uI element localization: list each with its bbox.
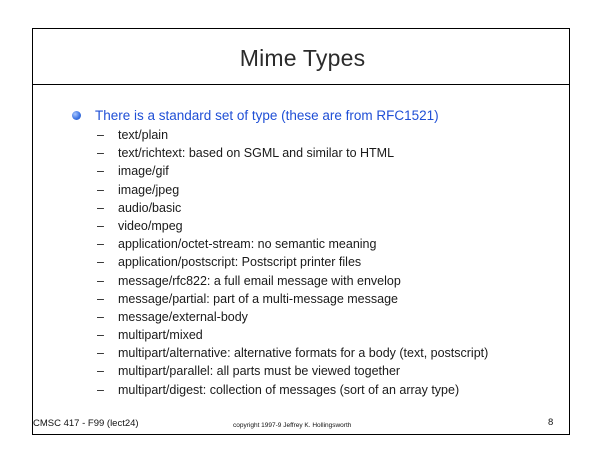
list-item [97, 217, 488, 235]
list-item-text: image/jpeg [118, 182, 180, 197]
list-item [97, 362, 488, 380]
list-item-text: video/mpeg [118, 218, 183, 233]
list-item [97, 181, 488, 199]
list-item [97, 253, 488, 271]
list-item-text: multipart/digest: collection of messages (sort of an array type) [118, 382, 460, 397]
dash-marker: – [97, 382, 104, 397]
list-item-text: message/partial: part of a multi-message message [118, 291, 398, 306]
page-number: 8 [548, 417, 554, 428]
dash-marker: – [97, 164, 104, 179]
bullet-dot-icon [72, 111, 81, 120]
dash-marker: – [97, 200, 104, 215]
list-item-text: multipart/mixed [118, 328, 203, 343]
list-item [97, 290, 488, 308]
list-item [97, 235, 488, 253]
dash-marker: – [97, 273, 104, 288]
list-item [97, 126, 488, 144]
list-item [97, 144, 488, 162]
dash-marker: – [97, 218, 104, 233]
main-bullet-text: There is a standard set of type (these are from RFC1521) [95, 107, 439, 123]
list-item [97, 272, 488, 290]
list-item [97, 199, 488, 217]
list-item-text: image/gif [118, 164, 169, 179]
list-item-text: audio/basic [118, 200, 182, 215]
list-item-text: text/plain [118, 128, 169, 142]
footer-copyright: copyright 1997-9 Jeffrey K. Hollingsworth [233, 422, 352, 429]
dash-marker: – [97, 346, 104, 361]
dash-marker: – [97, 328, 104, 343]
dash-marker: – [97, 364, 104, 379]
dash-marker: – [97, 255, 104, 270]
slide-title: Mime Types [239, 45, 366, 71]
list-item-text: application/octet-stream: no semantic meaning [118, 237, 377, 252]
list-item-text: message/external-body [118, 309, 248, 324]
list-item-text: text/richtext: based on SGML and similar to HTML [118, 146, 395, 161]
main-bullet [72, 106, 439, 124]
dash-marker: – [97, 309, 104, 324]
list-item-text: multipart/parallel: all parts must be viewed together [118, 364, 401, 379]
list-item-text: multipart/alternative: alternative formats for a body (text, postscript) [118, 346, 489, 361]
mime-type-list [97, 126, 488, 399]
footer-course: CMSC 417 - F99 (lect24) [33, 418, 139, 429]
title-divider [32, 84, 570, 85]
list-item [97, 344, 488, 362]
list-item-text: application/postscript: Postscript printer files [118, 255, 362, 270]
dash-marker: – [97, 128, 104, 142]
list-item [97, 308, 488, 326]
dash-marker: – [97, 237, 104, 252]
dash-marker: – [97, 291, 104, 306]
list-item [97, 162, 488, 180]
list-item [97, 326, 488, 344]
dash-marker: – [97, 182, 104, 197]
dash-marker: – [97, 146, 104, 161]
list-item-text: message/rfc822: a full email message with envelop [118, 273, 401, 288]
list-item [97, 381, 488, 399]
